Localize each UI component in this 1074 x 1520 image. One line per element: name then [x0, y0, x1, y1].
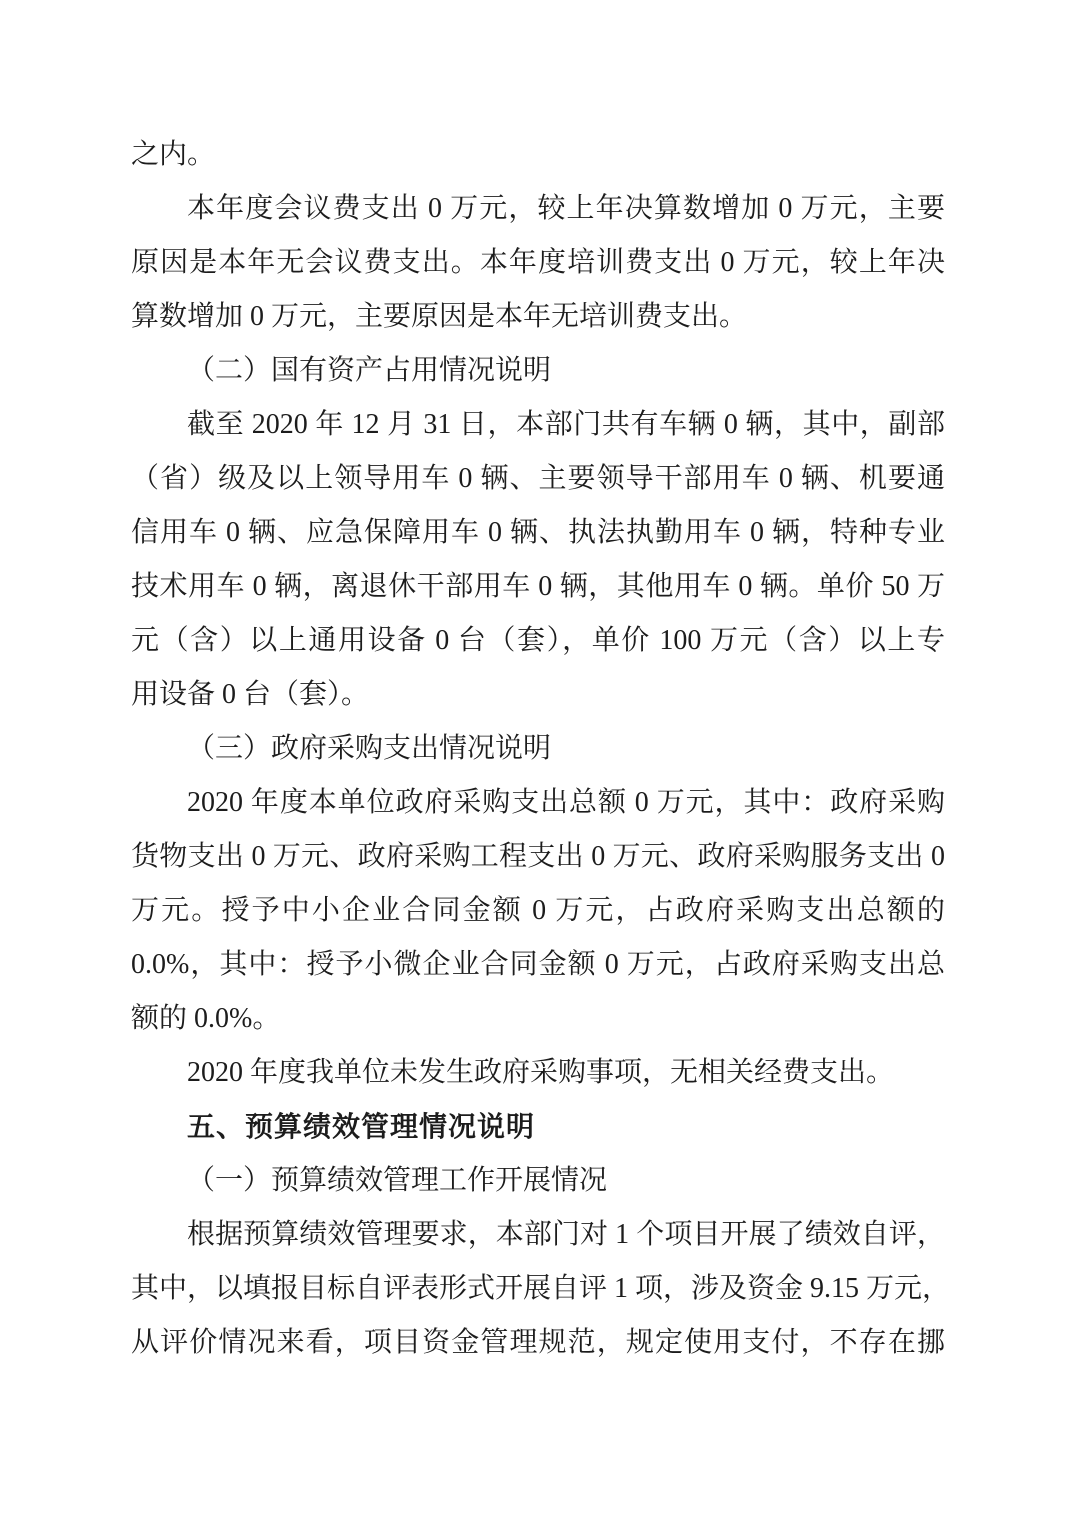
paragraph-line: 万元。授予中小企业合同金额 0 万元，占政府采购支出总额的 [131, 895, 945, 926]
paragraph-line: 算数增加 0 万元，主要原因是本年无培训费支出。 [131, 301, 748, 332]
paragraph-line: 货物支出 0 万元、政府采购工程支出 0 万元、政府采购服务支出 0 [131, 841, 945, 872]
paragraph-line: 原因是本年无会议费支出。本年度培训费支出 0 万元，较上年决 [131, 247, 945, 278]
paragraph-line: 之内。 [131, 139, 216, 170]
paragraph-line: 额的 0.0%。 [131, 1003, 281, 1034]
subsection-heading-3: （三）政府采购支出情况说明 [187, 733, 552, 764]
paragraph-line: （省）级及以上领导用车 0 辆、主要领导干部用车 0 辆、机要通 [131, 463, 945, 494]
section-heading-5: 五、预算绩效管理情况说明 [187, 1111, 536, 1142]
paragraph-line: 2020 年度我单位未发生政府采购事项，无相关经费支出。 [187, 1057, 895, 1088]
subsection-heading-2: （二）国有资产占用情况说明 [187, 355, 552, 386]
paragraph-line: 0.0%，其中：授予小微企业合同金额 0 万元，占政府采购支出总 [131, 949, 945, 980]
paragraph-line: 2020 年度本单位政府采购支出总额 0 万元，其中：政府采购 [187, 787, 945, 818]
paragraph-line: 元（含）以上通用设备 0 台（套），单价 100 万元（含）以上专 [131, 625, 945, 656]
paragraph-line: 从评价情况来看，项目资金管理规范，规定使用支付，不存在挪 [131, 1327, 945, 1358]
paragraph-line: 截至 2020 年 12 月 31 日，本部门共有车辆 0 辆，其中，副部 [187, 409, 945, 440]
paragraph-line: 技术用车 0 辆，离退休干部用车 0 辆，其他用车 0 辆。单价 50 万 [131, 571, 945, 602]
paragraph-line: 本年度会议费支出 0 万元，较上年决算数增加 0 万元，主要 [187, 193, 945, 224]
paragraph-line: 信用车 0 辆、应急保障用车 0 辆、执法执勤用车 0 辆，特种专业 [131, 517, 945, 548]
paragraph-line: 根据预算绩效管理要求，本部门对 1 个项目开展了绩效自评， [187, 1219, 945, 1250]
paragraph-line: 其中，以填报目标自评表形式开展自评 1 项，涉及资金 9.15 万元， [131, 1273, 951, 1304]
paragraph-line: 用设备 0 台（套）。 [131, 679, 370, 710]
subsection-heading-1: （一）预算绩效管理工作开展情况 [187, 1165, 608, 1196]
